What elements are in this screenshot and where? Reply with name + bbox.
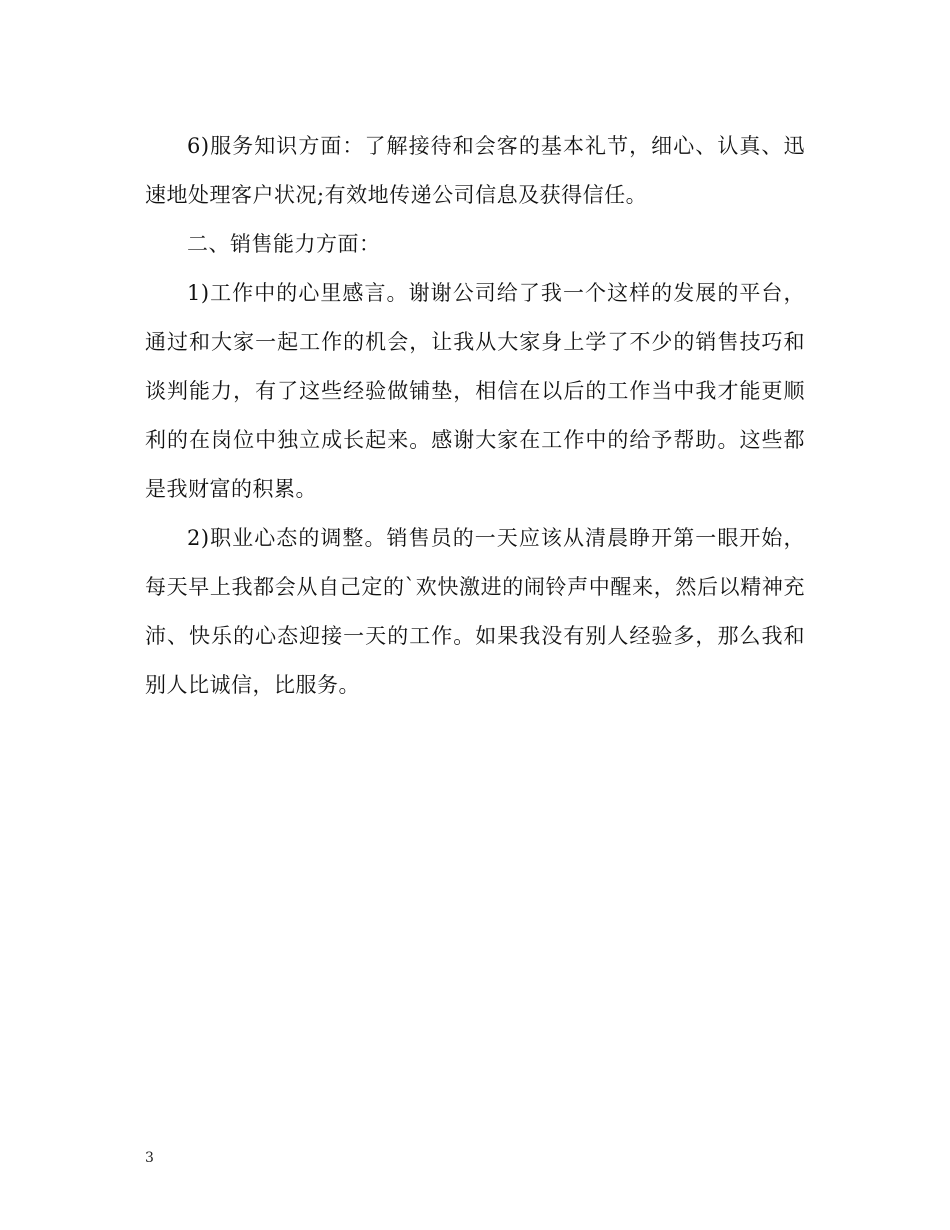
page-number: 3 xyxy=(145,1150,154,1166)
paragraph-work-reflections: 1)工作中的心里感言。谢谢公司给了我一个这样的发展的平台，通过和大家一起工作的机会，让我从大家身上学了不少的销售技巧和谈判能力，有了这些经验做铺垫，相信在以后的工作当中我才能更顺利的在岗位中独立成长起来。感谢大家在工作中的给予帮助。这些都是我财富的积累。 xyxy=(145,281,805,501)
document-body xyxy=(145,122,805,710)
paragraph-mindset-adjustment: 2)职业心态的调整。销售员的一天应该从清晨睁开第一眼开始，每天早上我都会从自己定的`欢快激进的闹铃声中醒来，然后以精神充沛、快乐的心态迎接一天的工作。如果我没有别人经验多，那么我和别人比诚信，比服务。 xyxy=(145,526,805,697)
section-heading-sales-ability: 二、销售能力方面： xyxy=(187,232,381,256)
paragraph-service-knowledge: 6)服务知识方面：了解接待和会客的基本礼节，细心、认真、迅速地处理客户状况;有效地传递公司信息及获得信任。 xyxy=(145,134,805,207)
